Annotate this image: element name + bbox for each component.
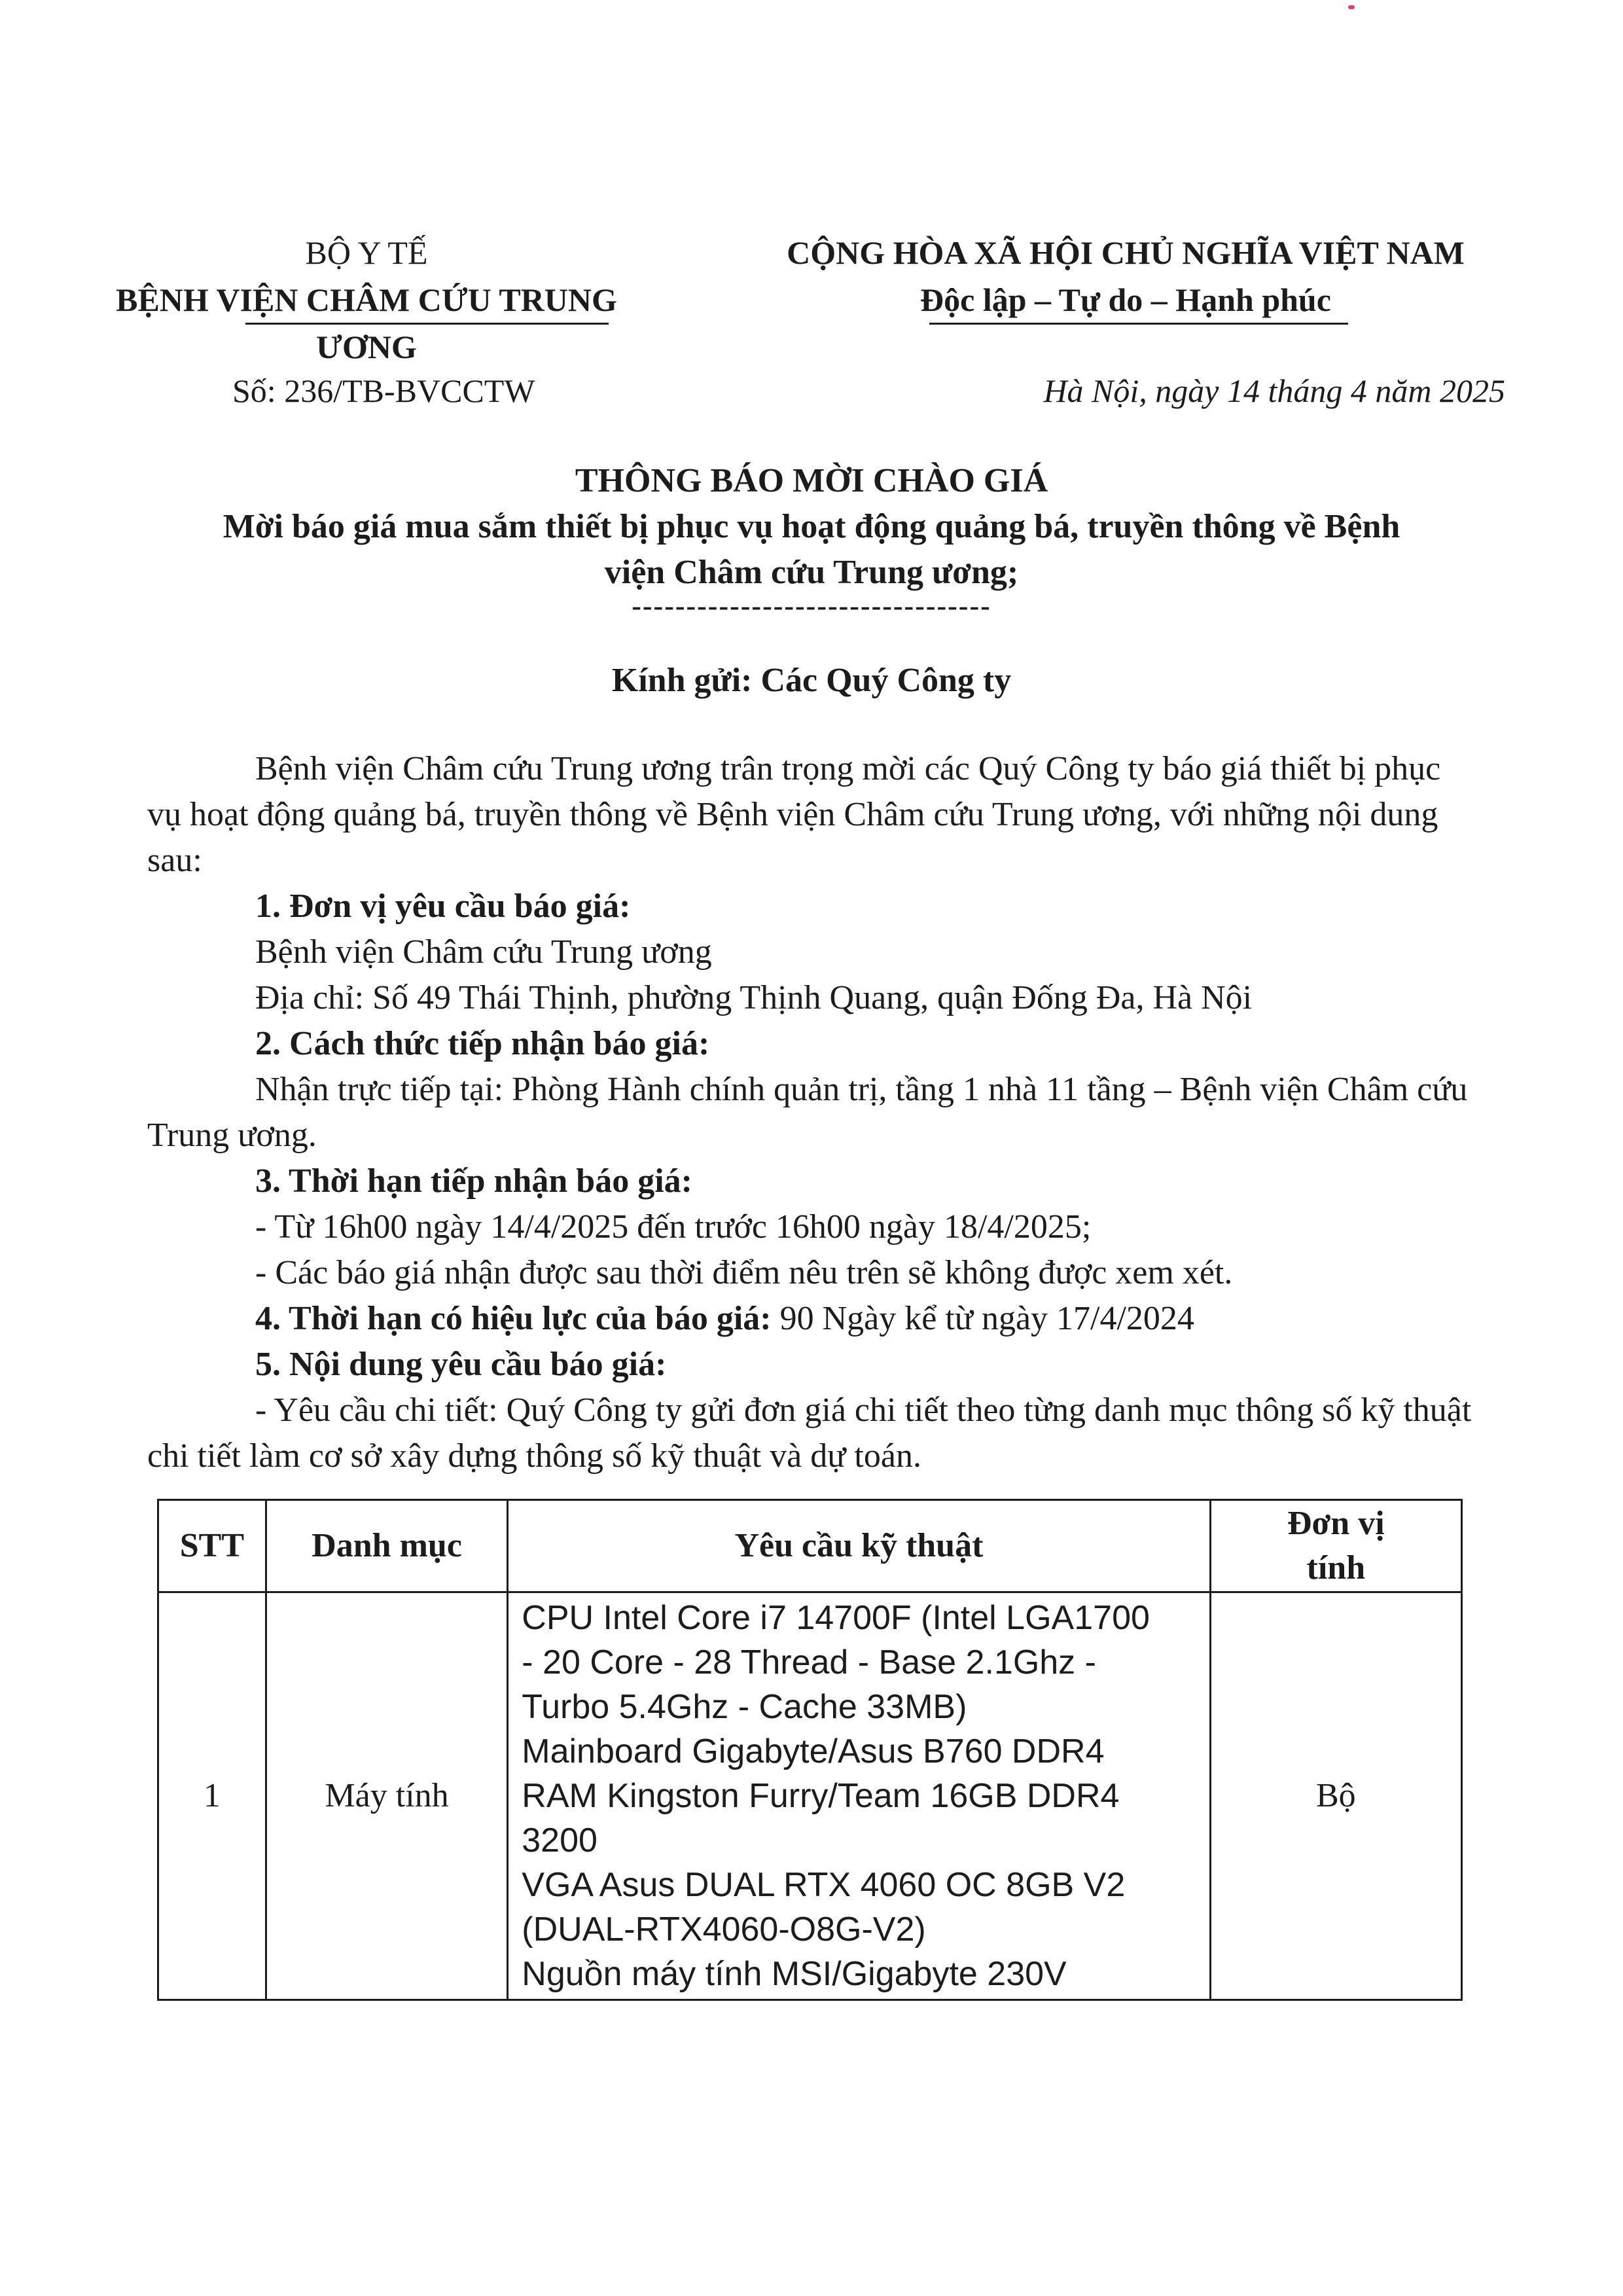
validity-value: 90 Ngày kể từ ngày 17/4/2024 bbox=[771, 1300, 1194, 1337]
header-unit-line2: tính bbox=[1306, 1549, 1366, 1587]
section-4 bbox=[147, 1296, 1476, 1342]
spec-line: VGA Asus DUAL RTX 4060 OC 8GB V2 bbox=[522, 1866, 1126, 1904]
national-motto: Độc lập – Tự do – Hạnh phúc bbox=[920, 281, 1331, 318]
section-4-heading: 4. Thời hạn có hiệu lực của báo giá: bbox=[255, 1300, 772, 1337]
spec-line: (DUAL-RTX4060-O8G-V2) bbox=[522, 1910, 926, 1948]
document-number: Số: 236/TB-BVCCTW bbox=[232, 372, 535, 409]
requester-address: Địa chỉ: Số 49 Thái Thịnh, phường Thịnh Quang, quận Đống Đa, Hà Nội bbox=[255, 979, 1253, 1016]
header-item: Danh mục bbox=[266, 1500, 507, 1592]
issuer-underline bbox=[245, 323, 609, 325]
section-2-heading: 2. Cách thức tiếp nhận báo giá: bbox=[255, 1025, 710, 1062]
issuer-block bbox=[65, 229, 668, 370]
spec-line: Mainboard Gigabyte/Asus B760 DDR4 bbox=[522, 1732, 1105, 1770]
document-subtitle-line1: Mời báo giá mua sắm thiết bị phục vụ hoạt động quảng bá, truyền thông về Bệnh bbox=[223, 508, 1400, 545]
deadline-line-2: - Các báo giá nhận được sau thời điểm nêu trên sẽ không được xem xét. bbox=[255, 1254, 1233, 1291]
submission-method: Nhận trực tiếp tại: Phòng Hành chính quản trị, tầng 1 nhà 11 tầng – Bệnh viện Châm cứu Trung ương. bbox=[147, 1071, 1468, 1154]
deadline-line-1: - Từ 16h00 ngày 14/4/2025 đến trước 16h00 ngày 18/4/2025; bbox=[255, 1208, 1092, 1246]
requester-name: Bệnh viện Châm cứu Trung ương bbox=[255, 933, 712, 971]
document-title: THÔNG BÁO MỜI CHÀO GIÁ bbox=[575, 462, 1048, 499]
hospital-name: BỆNH VIỆN CHÂM CỨU TRUNG ƯƠNG bbox=[116, 281, 617, 365]
spec-line: Turbo 5.4Ghz - Cache 33MB) bbox=[522, 1688, 967, 1726]
section-1-heading: 1. Đơn vị yêu cầu báo giá: bbox=[255, 888, 631, 925]
country-name: CỘNG HÒA XÃ HỘI CHỦ NGHĨA VIỆT NAM bbox=[787, 234, 1465, 271]
spec-line: CPU Intel Core i7 14700F (Intel LGA1700 bbox=[522, 1599, 1150, 1637]
header-spec: Yêu cầu kỹ thuật bbox=[508, 1500, 1210, 1592]
recipient-line: Kính gửi: Các Quý Công ty bbox=[611, 662, 1012, 699]
spec-line: Nguồn máy tính MSI/Gigabyte 230V bbox=[522, 1955, 1067, 1993]
spec-line: RAM Kingston Furry/Team 16GB DDR4 bbox=[522, 1777, 1120, 1815]
motto-underline bbox=[929, 323, 1348, 325]
table-row bbox=[158, 1592, 1462, 2000]
header-unit bbox=[1210, 1500, 1461, 1592]
row-spec bbox=[508, 1592, 1210, 2000]
section-3-heading: 3. Thời hạn tiếp nhận báo giá: bbox=[255, 1162, 692, 1200]
spec-line: - 20 Core - 28 Thread - Base 2.1Ghz - bbox=[522, 1643, 1096, 1681]
intro-paragraph: Bệnh viện Châm cứu Trung ương trân trọng mời các Quý Công ty báo giá thiết bị phục vụ hoạt động quảng bá, truyền thông về Bệnh viện Châm cứu Trung ương, với những nội dung sau: bbox=[147, 750, 1441, 879]
ministry-name: BỘ Y TẾ bbox=[305, 234, 428, 271]
row-item: Máy tính bbox=[266, 1592, 507, 2000]
scan-speck bbox=[1348, 5, 1355, 9]
spec-line: 3200 bbox=[522, 1821, 597, 1859]
table-header-row bbox=[158, 1500, 1462, 1592]
row-unit: Bộ bbox=[1210, 1592, 1461, 2000]
national-block bbox=[746, 229, 1505, 323]
header-stt: STT bbox=[158, 1500, 266, 1592]
title-block bbox=[131, 458, 1492, 596]
header-unit-line1: Đơn vị bbox=[1287, 1505, 1385, 1542]
document-date: Hà Nội, ngày 14 tháng 4 năm 2025 bbox=[1043, 372, 1505, 409]
title-divider: --------------------------------- bbox=[632, 590, 991, 622]
detail-requirement: - Yêu cầu chi tiết: Quý Công ty gửi đơn giá chi tiết theo từng danh mục thông số kỹ thuật chi tiết làm cơ sở xây dựng thông số kỹ thuật và dự toán. bbox=[147, 1391, 1472, 1475]
spec-table bbox=[157, 1499, 1463, 2001]
body-text bbox=[147, 746, 1476, 1479]
section-5-heading: 5. Nội dung yêu cầu báo giá: bbox=[255, 1346, 667, 1383]
document-subtitle-line2: viện Châm cứu Trung ương; bbox=[604, 554, 1019, 591]
row-stt: 1 bbox=[158, 1592, 266, 2000]
